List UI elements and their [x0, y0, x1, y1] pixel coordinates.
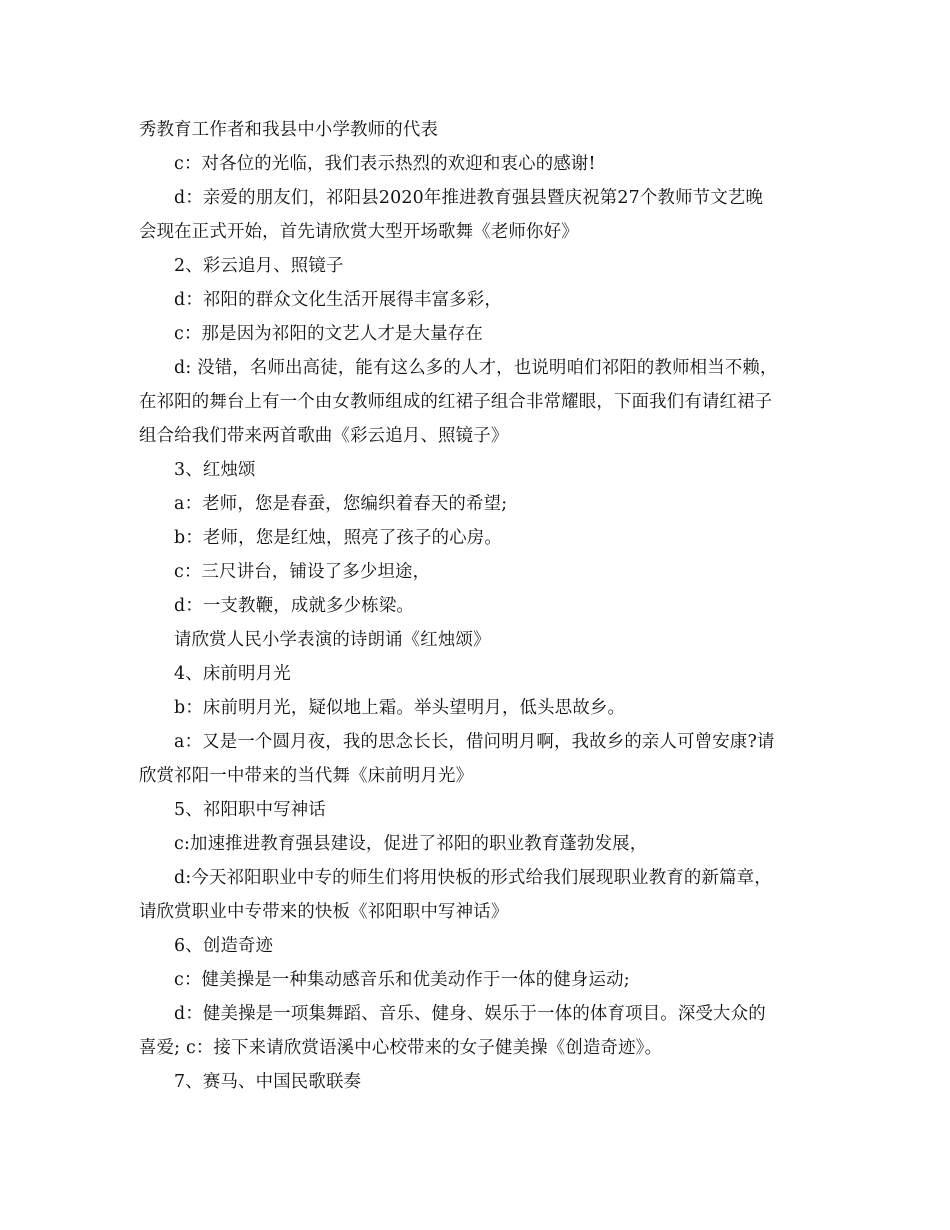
- text-line: 喜爱; c：接下来请欣赏语溪中心校带来的女子健美操《创造奇迹》。: [139, 1038, 663, 1058]
- text-line: d：健美操是一项集舞蹈、音乐、健身、娱乐于一体的体育项目。深受大众的: [174, 1004, 766, 1024]
- program-item-heading: 5、祁阳职中写神话: [174, 800, 326, 820]
- document-body: [139, 113, 819, 1099]
- text-line: a：又是一个圆月夜，我的思念长长，借问明月啊，我故乡的亲人可曾安康?请: [174, 732, 775, 752]
- program-item-heading: 2、彩云追月、照镜子: [174, 256, 344, 276]
- text-line: 请欣赏人民小学表演的诗朗诵《红烛颂》: [174, 630, 491, 650]
- text-line: c：那是因为祁阳的文艺人才是大量存在: [174, 324, 483, 344]
- text-line: 请欣赏职业中专带来的快板《祁阳职中写神话》: [139, 902, 509, 922]
- text-line: d：亲爱的朋友们，祁阳县2020年推进教育强县暨庆祝第27个教师节文艺晚: [174, 188, 764, 208]
- program-item-heading: 3、红烛颂: [174, 460, 256, 480]
- text-line: 在祁阳的舞台上有一个由女教师组成的红裙子组合非常耀眼，下面我们有请红裙子: [139, 392, 773, 412]
- text-line: d：一支教鞭，成就多少栋梁。: [174, 596, 415, 616]
- text-line: a：老师，您是春蚕，您编织着春天的希望;: [174, 494, 508, 514]
- text-line: c：健美操是一种集动感音乐和优美动作于一体的健身运动;: [174, 970, 630, 990]
- text-line: 会现在正式开始，首先请欣赏大型开场歌舞《老师你好》: [139, 222, 579, 242]
- program-item-heading: 6、创造奇迹: [174, 936, 274, 956]
- text-line: d: 没错，名师出高徒，能有这么多的人才，也说明咱们祁阳的教师相当不赖，: [174, 358, 778, 378]
- text-line: 秀教育工作者和我县中小学教师的代表: [139, 120, 439, 140]
- text-line: c:加速推进教育强县建设，促进了祁阳的职业教育蓬勃发展，: [174, 834, 648, 854]
- text-line: b：老师，您是红烛，照亮了孩子的心房。: [174, 528, 502, 548]
- text-line: 欣赏祁阳一中带来的当代舞《床前明月光》: [139, 766, 474, 786]
- program-item-heading: 4、床前明月光: [174, 664, 291, 684]
- program-item-heading: 7、赛马、中国民歌联奏: [174, 1072, 362, 1092]
- text-line: c：对各位的光临，我们表示热烈的欢迎和衷心的感谢!: [174, 154, 596, 174]
- text-line: 组合给我们带来两首歌曲《彩云追月、照镜子》: [139, 426, 509, 446]
- text-line: c：三尺讲台，铺设了多少坦途，: [174, 562, 431, 582]
- text-line: d：祁阳的群众文化生活开展得丰富多彩，: [174, 290, 502, 310]
- text-line: b：床前明月光，疑似地上霜。举头望明月，低头思故乡。: [174, 698, 626, 718]
- text-line: d:今天祁阳职业中专的师生们将用快板的形式给我们展现职业教育的新篇章，: [174, 868, 772, 888]
